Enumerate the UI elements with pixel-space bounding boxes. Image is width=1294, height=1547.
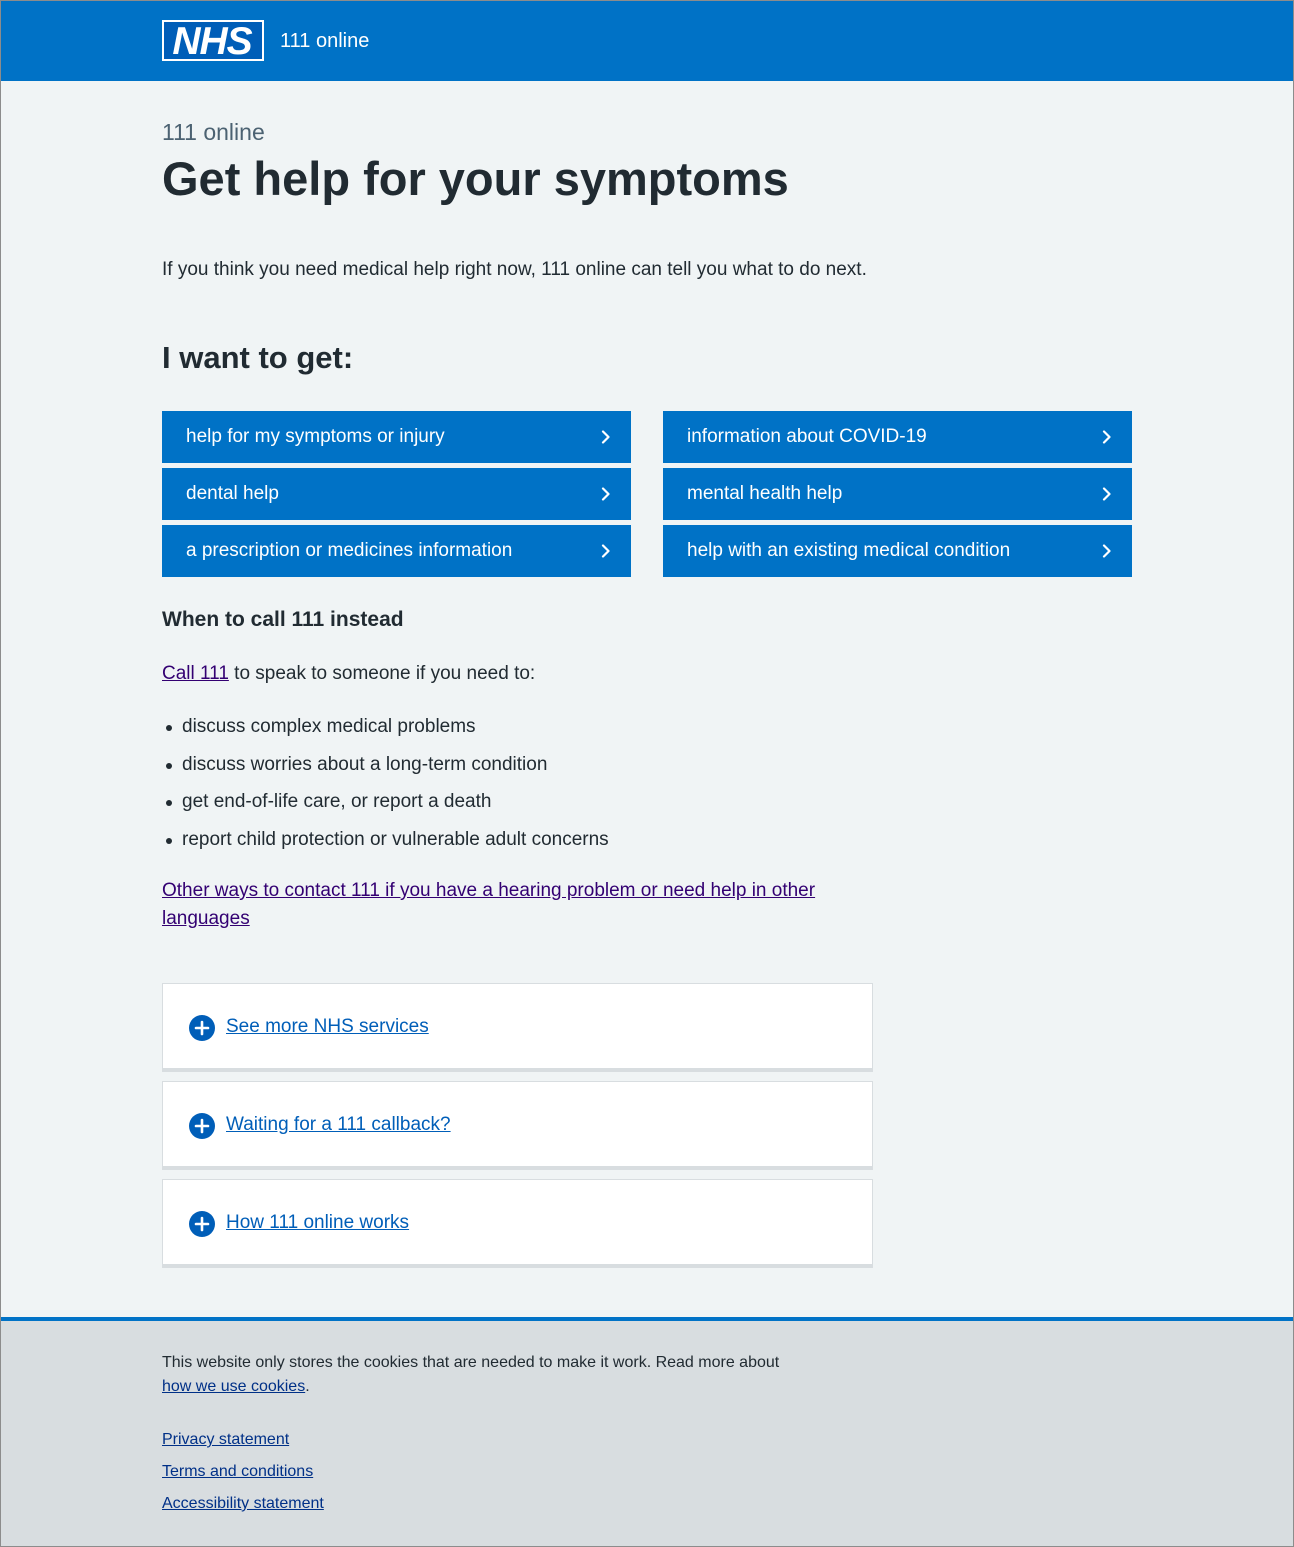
list-item: discuss complex medical problems [162, 713, 609, 751]
nhs-logo[interactable] [162, 20, 264, 61]
terms-link[interactable]: Terms and conditions [162, 1463, 314, 1480]
cookie-notice [162, 1351, 802, 1399]
option-existing-condition-button[interactable] [663, 525, 1132, 577]
cookie-text-end: . [305, 1378, 310, 1395]
call-111-link[interactable]: Call 111 [162, 663, 229, 684]
option-mental-health-button[interactable] [663, 468, 1132, 520]
option-dental-button[interactable] [162, 468, 631, 520]
details-how-it-works[interactable] [162, 1179, 873, 1268]
site-header [1, 1, 1293, 81]
nhs-logo-text: NHS [172, 20, 252, 61]
option-covid-button[interactable] [663, 411, 1132, 463]
option-label: a prescription or medicines information [186, 540, 513, 561]
call-paragraph [162, 660, 535, 688]
details-nhs-services[interactable] [162, 983, 873, 1072]
option-prescription-button[interactable] [162, 525, 631, 577]
chevron-right-icon [1100, 544, 1114, 558]
accessibility-statement-link[interactable]: Accessibility statement [162, 1495, 324, 1512]
option-symptoms-button[interactable] [162, 411, 631, 463]
intro-text: If you think you need medical help right now, 111 online can tell you what to do next. [162, 259, 867, 280]
call-paragraph-text: to speak to someone if you need to: [228, 663, 536, 684]
site-footer [1, 1317, 1293, 1546]
page-caption: 111 online [162, 119, 265, 145]
cookie-policy-link[interactable]: how we use cookies [162, 1378, 306, 1395]
when-to-call-heading: When to call 111 instead [162, 608, 404, 631]
service-name[interactable]: 111 online [280, 30, 370, 52]
option-label: information about COVID-19 [687, 426, 927, 447]
list-item: report child protection or vulnerable adult concerns [162, 826, 609, 864]
privacy-statement-link[interactable]: Privacy statement [162, 1431, 290, 1448]
option-label: help with an existing medical condition [687, 540, 1011, 561]
option-label: help for my symptoms or injury [186, 426, 445, 447]
list-item: discuss worries about a long-term condition [162, 751, 609, 789]
plus-circle-icon [188, 1210, 216, 1238]
chevron-right-icon [599, 544, 613, 558]
other-ways-link[interactable]: Other ways to contact 111 if you have a hearing problem or need help in other languages [162, 880, 816, 929]
details-callback[interactable] [162, 1081, 873, 1170]
details-summary-link[interactable]: How 111 online works [226, 1212, 410, 1233]
chevron-right-icon [1100, 430, 1114, 444]
option-label: dental help [186, 483, 279, 504]
details-summary-link[interactable]: Waiting for a 111 callback? [226, 1114, 451, 1135]
other-ways-paragraph [162, 877, 892, 933]
plus-circle-icon [188, 1014, 216, 1042]
details-summary-link[interactable]: See more NHS services [226, 1016, 429, 1037]
chevron-right-icon [599, 487, 613, 501]
page-title: Get help for your symptoms [162, 152, 789, 205]
chevron-right-icon [1100, 487, 1114, 501]
option-label: mental health help [687, 483, 843, 504]
options-heading: I want to get: [162, 340, 354, 375]
reasons-list [162, 713, 609, 863]
cookie-text: This website only stores the cookies that are needed to make it work. Read more about [162, 1354, 780, 1371]
list-item: get end-of-life care, or report a death [162, 788, 609, 826]
chevron-right-icon [599, 430, 613, 444]
plus-circle-icon [188, 1112, 216, 1140]
